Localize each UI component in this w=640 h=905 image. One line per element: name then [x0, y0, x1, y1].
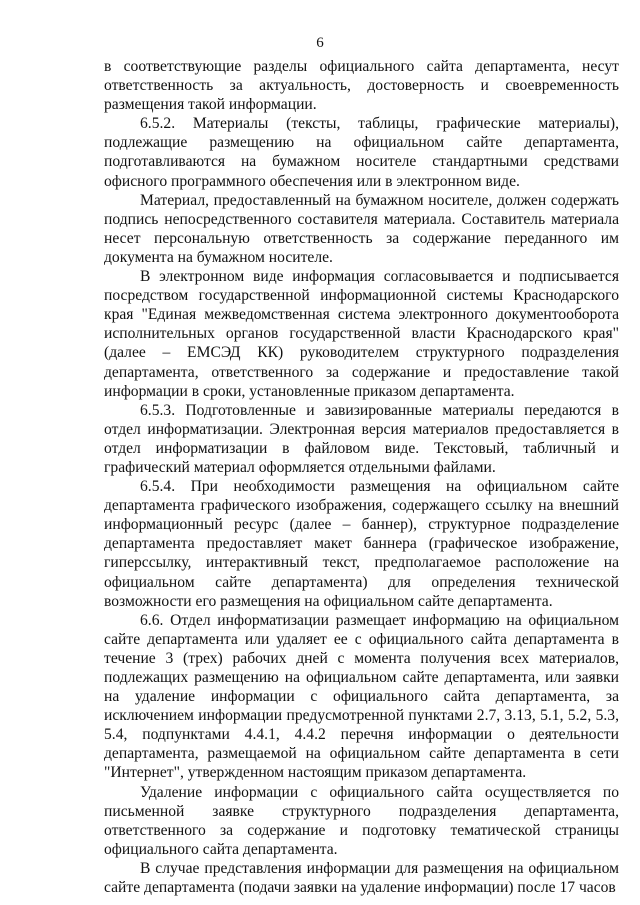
paragraph: Материал, предоставленный на бумажном носителе, должен содержать подпись непосредственного составителя материала. Составитель материала несет персональную ответственность за содержание переданного им документа на бумажном носителе.	[104, 191, 619, 266]
paragraph: Удаление информации с официального сайта осуществляется по письменной заявке структурного подразделения департамента, ответственного за содержание и подготовку тематической страницы официального сайта департамента.	[104, 783, 619, 858]
page-number: 6	[316, 35, 324, 51]
paragraph: В случае представления информации для размещения на официальном сайте департамента (подачи заявки на удаление информации) после 17 часов	[104, 859, 619, 897]
document-body	[104, 57, 619, 897]
paragraph: 6.5.2. Материалы (тексты, таблицы, графические материалы), подлежащие размещению на официальном сайте департамента, подготавливаются на бумажном носителе стандартными средствами офисного программного обеспечения или в электронном виде.	[104, 115, 619, 190]
paragraph: в соответствующие разделы официального сайта департамента, несут ответственность за актуальность, достоверность и своевременность размещения такой информации.	[104, 58, 619, 114]
paragraph: 6.5.4. При необходимости размещения на официальном сайте департамента графического изображения, содержащего ссылку на внешний информационный ресурс (далее – баннер), структурное подразделение департамента предоставляет макет баннера (графическое изображение, гиперссылку, интерактивный текст, предполагаемое расположение на официальном сайте департамента) для определения технической возможности его размещения на официальном сайте департамента.	[104, 478, 619, 610]
paragraph: 6.5.3. Подготовленные и завизированные материалы передаются в отдел информатизации. Электронная версия материалов предоставляется в отдел информатизации в файловом виде. Текстовый, табличный и графический материал оформляется отдельными файлами.	[104, 401, 619, 476]
paragraph: В электронном виде информация согласовывается и подписывается посредством государственной информационной системы Краснодарского края "Единая межведомственная система электронного документооборота исполнительных органов государственной власти Краснодарского края" (далее – ЕМСЭД КК) руководителем структурного подразделения департамента, ответственного за содержание и предоставление такой информации в сроки, установленные приказом департамента.	[104, 268, 619, 400]
paragraph: 6.6. Отдел информатизации размещает информацию на официальном сайте департамента или удаляет ее с официального сайта департамента в течение 3 (трех) рабочих дней с момента получения всех материалов, подлежащих размещению на официальном сайте департамента, или заявки на удаление информации с официального сайта департамента, за исключением информации предусмотренной пунктами 2.7, 3.13, 5.1, 5.2, 5.3, 5.4, подпунктами 4.4.1, 4.4.2 перечня информации о деятельности департамента, размещаемой на официальном сайте департамента в сети "Интернет", утвержденном настоящим приказом департамента.	[104, 611, 619, 782]
